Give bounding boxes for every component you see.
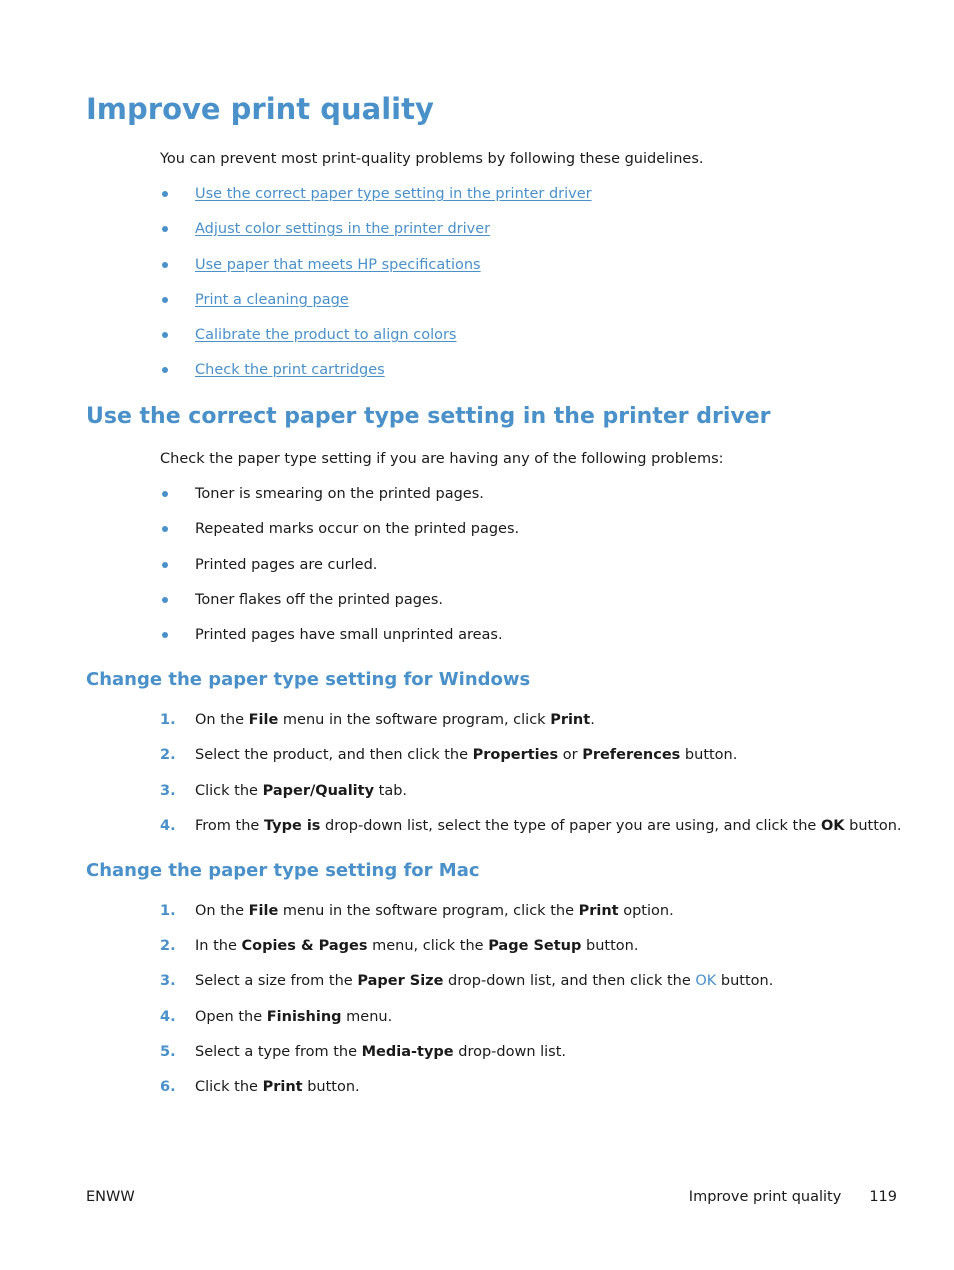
bullet-icon bbox=[162, 332, 168, 338]
bullet-icon bbox=[162, 367, 168, 373]
problem-text: Printed pages have small unprinted areas. bbox=[195, 627, 503, 643]
step-text: In the Copies & Pages menu, click the Page Setup button. bbox=[195, 938, 639, 954]
step-number: 1. bbox=[160, 903, 176, 919]
step-number: 3. bbox=[160, 973, 176, 989]
toc-link-cleaning-page[interactable]: Print a cleaning page bbox=[195, 292, 349, 308]
bullet-icon bbox=[162, 632, 168, 638]
intro-text: You can prevent most print-quality problems by following these guidelines. bbox=[160, 151, 704, 167]
step-number: 4. bbox=[160, 818, 176, 834]
step-text: Select a type from the Media-type drop-down list. bbox=[195, 1044, 567, 1060]
bullet-icon bbox=[162, 226, 168, 232]
step-number: 1. bbox=[160, 712, 176, 728]
ok-button-label: OK bbox=[695, 973, 717, 989]
problem-text: Toner is smearing on the printed pages. bbox=[195, 486, 484, 502]
section-intro: Check the paper type setting if you are having any of the following problems: bbox=[160, 451, 724, 467]
section-heading: Use the correct paper type setting in the printer driver bbox=[86, 404, 771, 429]
bullet-icon bbox=[162, 491, 168, 497]
subsection-heading-windows: Change the paper type setting for Windows bbox=[86, 669, 531, 690]
step-text: On the File menu in the software program, click Print. bbox=[195, 712, 595, 728]
step-number: 4. bbox=[160, 1009, 176, 1025]
step-text: Open the Finishing menu. bbox=[195, 1009, 393, 1025]
bullet-icon bbox=[162, 262, 168, 268]
step-text: Select the product, and then click the Properties or Preferences button. bbox=[195, 747, 738, 763]
footer-section-title: Improve print quality bbox=[688, 1189, 842, 1205]
page-number: 119 bbox=[869, 1189, 897, 1205]
step-text: Click the Print button. bbox=[195, 1079, 360, 1095]
step-text: On the File menu in the software program, click the Print option. bbox=[195, 903, 674, 919]
toc-link-calibrate[interactable]: Calibrate the product to align colors bbox=[195, 327, 457, 343]
bullet-icon bbox=[162, 191, 168, 197]
step-number: 2. bbox=[160, 747, 176, 763]
bullet-icon bbox=[162, 526, 168, 532]
page-title: Improve print quality bbox=[86, 92, 434, 126]
step-text: Select a size from the Paper Size drop-down list, and then click the OK button. bbox=[195, 973, 774, 989]
step-number: 5. bbox=[160, 1044, 176, 1060]
problem-text: Repeated marks occur on the printed pages. bbox=[195, 521, 520, 537]
step-number: 6. bbox=[160, 1079, 176, 1095]
toc-link-color-settings[interactable]: Adjust color settings in the printer driver bbox=[195, 221, 491, 237]
bullet-icon bbox=[162, 597, 168, 603]
step-number: 3. bbox=[160, 783, 176, 799]
subsection-heading-mac: Change the paper type setting for Mac bbox=[86, 860, 480, 881]
problem-text: Toner flakes off the printed pages. bbox=[195, 592, 443, 608]
step-text: From the Type is drop-down list, select the type of paper you are using, and click the OK button. bbox=[195, 818, 902, 834]
toc-link-paper-type[interactable]: Use the correct paper type setting in the printer driver bbox=[195, 186, 592, 202]
footer-page-info bbox=[689, 1189, 897, 1205]
toc-link-hp-paper[interactable]: Use paper that meets HP specifications bbox=[195, 257, 481, 273]
step-text: Click the Paper/Quality tab. bbox=[195, 783, 408, 799]
step-number: 2. bbox=[160, 938, 176, 954]
bullet-icon bbox=[162, 297, 168, 303]
bullet-icon bbox=[162, 562, 168, 568]
problem-text: Printed pages are curled. bbox=[195, 557, 378, 573]
toc-link-cartridges[interactable]: Check the print cartridges bbox=[195, 362, 385, 378]
footer-locale: ENWW bbox=[86, 1189, 135, 1205]
